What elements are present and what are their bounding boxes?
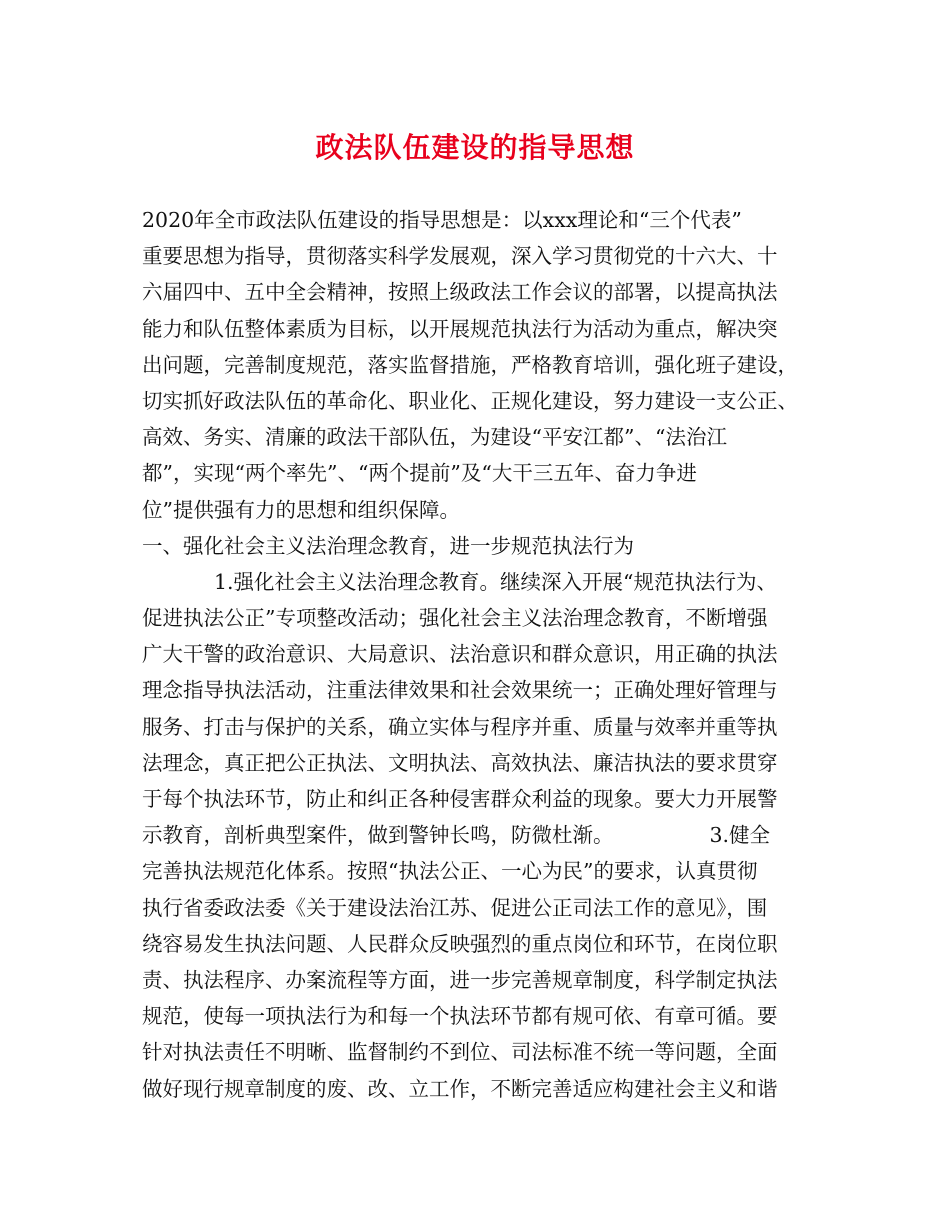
section-heading: 一、强化社会主义法治理念教育，进一步规范执法行为 [142,533,634,558]
paragraph-line-text: 3.健全 [709,823,771,848]
paragraph-line: 服务、打击与保护的关系，确立实体与程序并重、质量与效率并重等执 [142,714,778,739]
paragraph-line: 法理念，真正把公正执法、文明执法、高效执法、廉洁执法的要求贯穿 [142,750,778,775]
paragraph-line: 重要思想为指导，贯彻落实科学发展观，深入学习贯彻党的十六大、十 [142,244,778,269]
paragraph-line-split [142,817,826,853]
document-title: 政法队伍建设的指导思想 [315,131,635,164]
paragraph-line-indented [142,564,826,600]
paragraph-line: 能力和队伍整体素质为目标，以开展规范执法行为活动为重点，解决突 [142,316,778,341]
paragraph-line-text: 示教育，剖析典型案件，做到警钟长鸣，防微杜渐。 [142,823,614,848]
paragraph-line: 都”，实现“两个率先”、“两个提前”及“大干三五年、奋力争进 [142,461,697,486]
paragraph-line: 绕容易发生执法问题、人民群众反映强烈的重点岗位和环节，在岗位职 [142,931,778,956]
paragraph-line: 责、执法程序、办案流程等方面，进一步完善规章制度，科学制定执法 [142,967,778,992]
paragraph-line: 切实抓好政法队伍的革命化、职业化、正规化建设，努力建设一支公正、 [142,388,798,413]
paragraph-line: 促进执法公正”专项整改活动；强化社会主义法治理念教育，不断增强 [142,606,768,631]
paragraph-line: 规范，使每一项执法行为和每一个执法环节都有规可依、有章可循。要 [142,1004,778,1029]
paragraph-line: 位”提供强有力的思想和组织保障。 [142,497,460,522]
paragraph-line: 执行省委政法委《关于建设法治江苏、促进公正司法工作的意见》，围 [142,895,768,920]
paragraph-line: 完善执法规范化体系。按照“执法公正、一心为民”的要求，认真贯彻 [142,859,758,884]
paragraph-line: 2020年全市政法队伍建设的指导思想是：以xxx理论和“三个代表” [142,208,742,232]
paragraph-line: 理念指导执法活动，注重法律效果和社会效果统一；正确处理好管理与 [142,678,778,703]
paragraph-line: 做好现行规章制度的废、改、立工作，不断完善适应构建社会主义和谐 [142,1076,778,1101]
paragraph-line: 于每个执法环节，防止和纠正各种侵害群众利益的现象。要大力开展警 [142,787,778,811]
paragraph-line-text: 1.强化社会主义法治理念教育。继续深入开展“规范执法行为、 [214,569,778,594]
paragraph-line: 广大干警的政治意识、大局意识、法治意识和群众意识，用正确的执法 [142,642,778,667]
paragraph-line: 高效、务实、清廉的政法干部队伍，为建设“平安江都”、“法治江 [142,425,727,450]
paragraph-line: 六届四中、五中全会精神，按照上级政法工作会议的部署，以提高执法 [142,280,778,305]
paragraph-line: 针对执法责任不明晰、监督制约不到位、司法标准不统一等问题，全面 [142,1040,778,1065]
document-body [142,202,826,1107]
paragraph-line: 出问题，完善制度规范，落实监督措施，严格教育培训，强化班子建设， [142,352,798,377]
